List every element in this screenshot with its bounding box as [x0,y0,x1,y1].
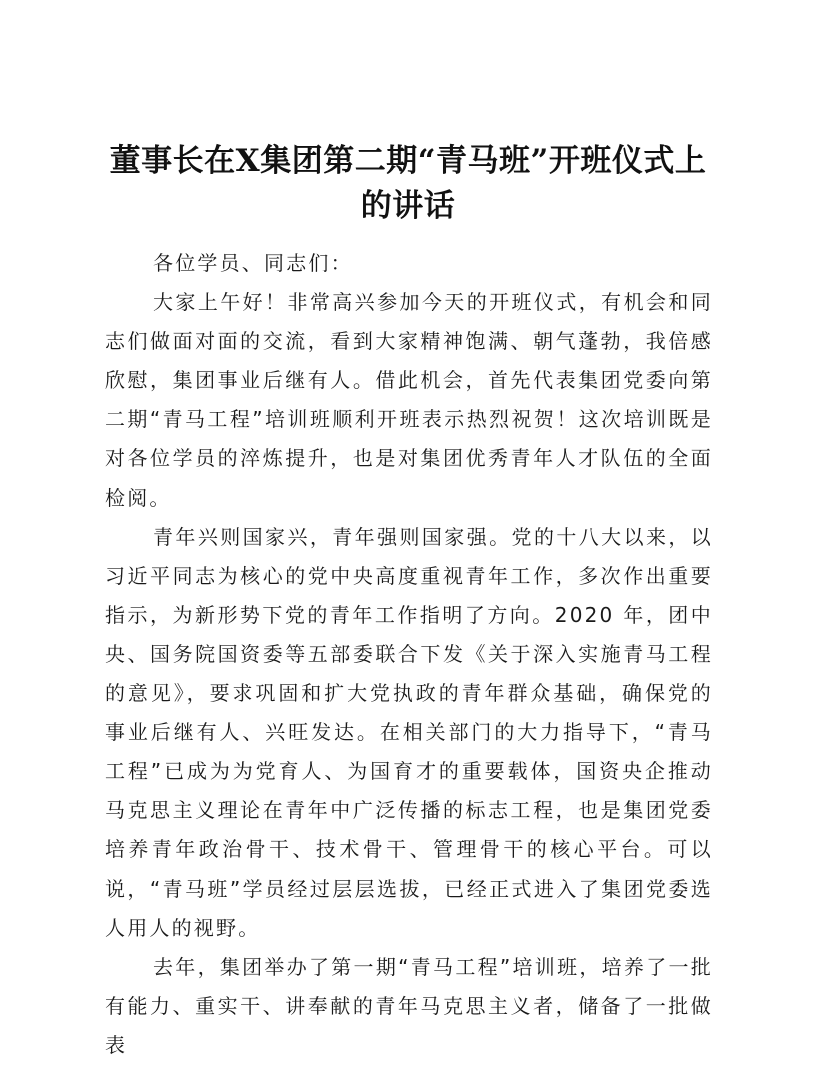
salutation: 各位学员、同志们： [153,251,353,275]
body-paragraph: 大家上午好！非常高兴参加今天的开班仪式，有机会和同志们做面对面的交流，看到大家精神饱满、朝气蓬勃，我倍感欣慰，集团事业后继有人。借此机会，首先代表集团党委向第二期“青马工程”培训班顺利开班表示热烈祝贺！这次培训既是对各位学员的淬炼提升，也是对集团优秀青年人才队伍的全面检阅。 [105,290,713,510]
document-body [105,244,713,1065]
body-paragraph: 青年兴则国家兴，青年强则国家强。党的十八大以来，以习近平同志为核心的党中央高度重视青年工作，多次作出重要指示，为新形势下党的青年工作指明了方向。2020 年，团中央、国务院国资委等五部委联合下发《关于深入实施青马工程的意见》，要求巩固和扩大党执政的青年群众基础，确保党的事业后继有人、兴旺发达。在相关部门的大力指导下，“青马工程”已成为为党育人、为国育才的重要载体，国资央企推动马克思主义理论在青年中广泛传播的标志工程，也是集团党委培养青年政治骨干、技术骨干、管理骨干的核心平台。可以说，“青马班”学员经过层层选拔，已经正式进入了集团党委选人用人的视野。 [105,524,713,940]
document-title: 董事长在X集团第二期“青马班”开班仪式上的讲话 [109,143,707,224]
body-paragraph: 去年，集团举办了第一期“青马工程”培训班，培养了一批有能力、重实干、讲奉献的青年马克思主义者，储备了一批做表 [105,954,713,1057]
